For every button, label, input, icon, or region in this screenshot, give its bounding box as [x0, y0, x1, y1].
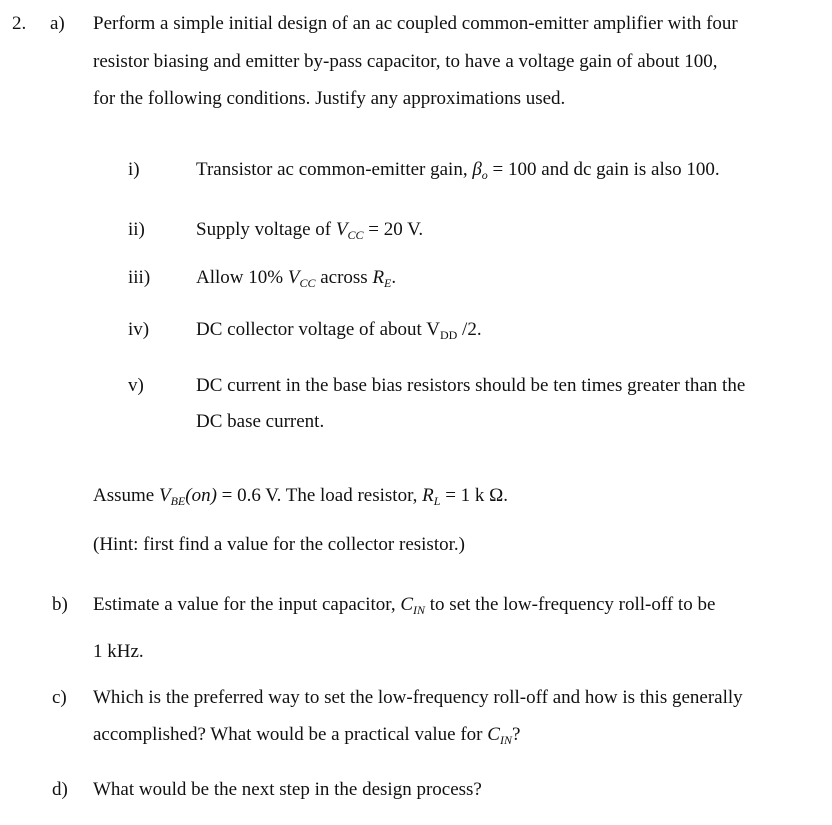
assume-text: Assume $V_{BE}(on) = 0.6$ V. The load resistor, $R_L = 1$ k Ω. [93, 485, 509, 508]
condition-iii-text: Allow 10% $V_{CC}$ across $R_E$. [196, 267, 397, 290]
part-c-line-1: Which is the preferred way to set the low-frequency roll-off and how is this generally [93, 687, 743, 708]
condition-v-line-1: DC current in the base bias resistors should be ten times greater than the [196, 375, 746, 396]
part-c-label: c) [52, 687, 67, 708]
condition-iii-label: iii) [128, 267, 151, 288]
condition-iv-label: iv) [128, 319, 150, 340]
condition-v-line-2: DC base current. [196, 411, 325, 432]
part-c-line-2: accomplished? What would be a practical value for $C_{IN}$? [93, 724, 521, 747]
question-number: 2. [12, 13, 27, 34]
part-a-intro-line-3: for the following conditions. Justify any approximations used. [93, 88, 566, 109]
part-a-intro-line-2: resistor biasing and emitter by-pass capacitor, to have a voltage gain of about 100, [93, 51, 718, 72]
part-b-line-1: Estimate a value for the input capacitor, $C_{IN}$ to set the low-frequency roll-off to be [93, 594, 716, 617]
part-a-intro-line-1: Perform a simple initial design of an ac coupled common-emitter amplifier with four [93, 13, 738, 34]
condition-v-label: v) [128, 375, 144, 396]
condition-i-label: i) [128, 159, 140, 180]
part-a-label: a) [50, 13, 65, 34]
condition-ii-text: Supply voltage of $V_{CC} = 20$ V. [196, 219, 424, 242]
hint-text: (Hint: first find a value for the collector resistor.) [93, 534, 465, 555]
part-d-label: d) [52, 779, 68, 800]
condition-iv-text: DC collector voltage of about $V_{DD}$ /2. [196, 319, 482, 342]
part-b-line-2: 1 kHz. [93, 641, 144, 662]
part-b-label: b) [52, 594, 68, 615]
condition-i-text: Transistor ac common-emitter gain, $\beta_o = 100$ and dc gain is also 100. [196, 159, 720, 182]
part-d-text: What would be the next step in the design process? [93, 779, 482, 800]
condition-ii-label: ii) [128, 219, 145, 240]
